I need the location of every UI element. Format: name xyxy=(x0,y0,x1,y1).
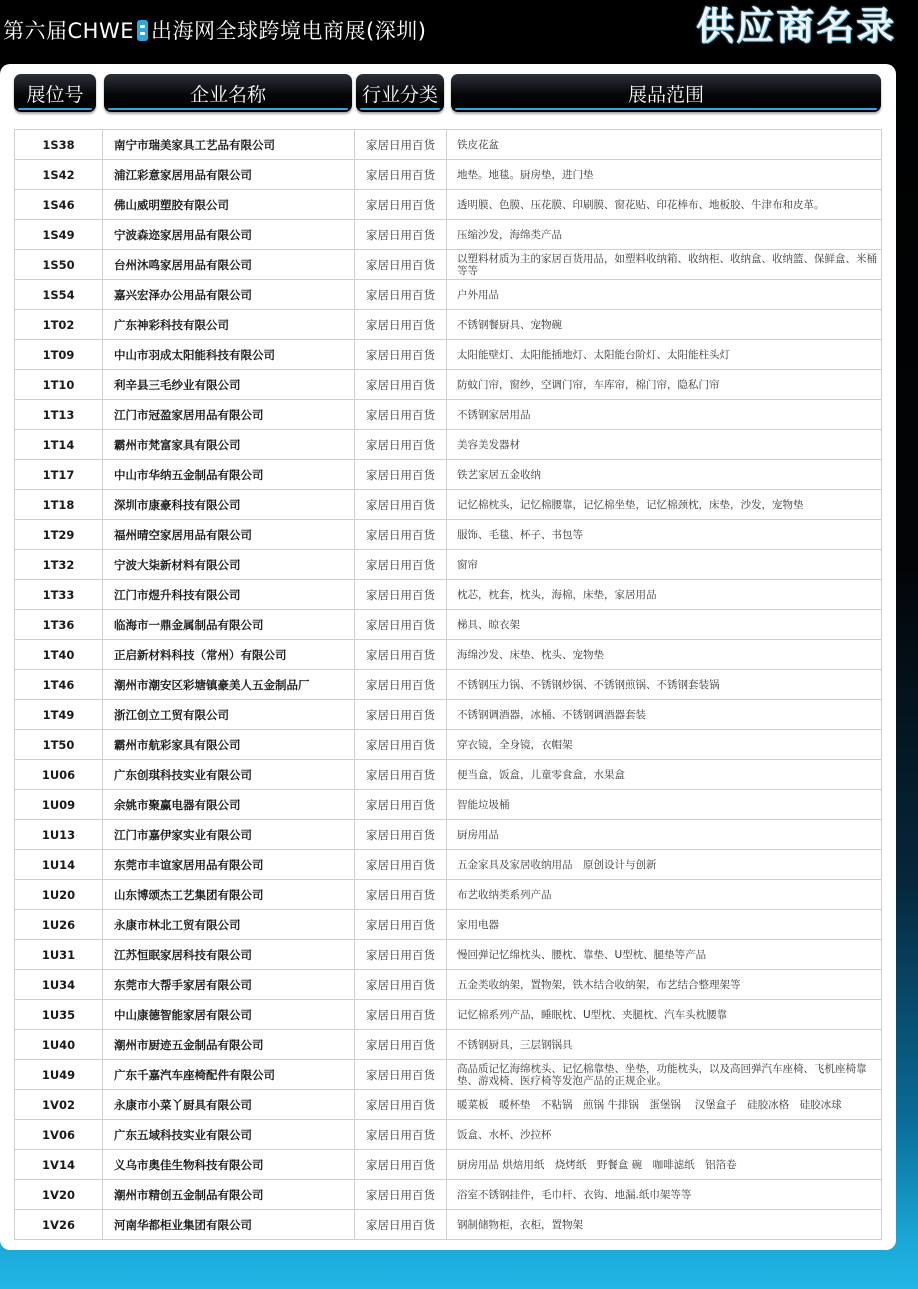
company-name-cell: 江门市冠盈家居用品有限公司 xyxy=(103,400,355,430)
table-row xyxy=(15,670,882,700)
company-name-cell: 霸州市梵富家具有限公司 xyxy=(103,430,355,460)
table-row xyxy=(15,880,882,910)
booth-cell: 1U31 xyxy=(15,940,103,970)
company-name-cell: 广东千嘉汽车座椅配件有限公司 xyxy=(103,1060,355,1090)
products-cell: 户外用品 xyxy=(447,280,882,310)
table-row xyxy=(15,970,882,1000)
category-cell: 家居日用百货 xyxy=(355,160,447,190)
category-cell: 家居日用百货 xyxy=(355,580,447,610)
products-cell: 饭盒、水杯、沙拉杯 xyxy=(447,1120,882,1150)
category-cell: 家居日用百货 xyxy=(355,190,447,220)
booth-cell: 1T33 xyxy=(15,580,103,610)
company-name-cell: 宁波大柒新材料有限公司 xyxy=(103,550,355,580)
company-name-cell: 余姚市聚赢电器有限公司 xyxy=(103,790,355,820)
products-cell: 以塑料材质为主的家居百货用品，如塑料收纳箱、收纳柜、收纳盒、收纳篮、保鲜盒、米桶等等 xyxy=(447,250,882,280)
column-header-booth: 展位号 xyxy=(14,74,96,112)
booth-cell: 1V06 xyxy=(15,1120,103,1150)
booth-cell: 1S54 xyxy=(15,280,103,310)
company-name-cell: 霸州市航彩家具有限公司 xyxy=(103,730,355,760)
booth-cell: 1V26 xyxy=(15,1210,103,1240)
company-name-cell: 山东博颂杰工艺集团有限公司 xyxy=(103,880,355,910)
category-cell: 家居日用百货 xyxy=(355,670,447,700)
category-cell: 家居日用百货 xyxy=(355,370,447,400)
booth-cell: 1U13 xyxy=(15,820,103,850)
category-cell: 家居日用百货 xyxy=(355,130,447,160)
company-name-cell: 永康市小菜丫厨具有限公司 xyxy=(103,1090,355,1120)
products-cell: 太阳能壁灯、太阳能插地灯、太阳能台阶灯、太阳能柱头灯 xyxy=(447,340,882,370)
products-cell: 记忆棉系列产品，睡眠枕、U型枕、夹腿枕、汽车头枕腰靠 xyxy=(447,1000,882,1030)
booth-cell: 1T46 xyxy=(15,670,103,700)
table-row xyxy=(15,820,882,850)
company-name-cell: 东莞市丰谊家居用品有限公司 xyxy=(103,850,355,880)
table-row xyxy=(15,1120,882,1150)
table-row xyxy=(15,220,882,250)
products-cell: 窗帘 xyxy=(447,550,882,580)
company-name-cell: 永康市林北工贸有限公司 xyxy=(103,910,355,940)
category-cell: 家居日用百货 xyxy=(355,1120,447,1150)
category-cell: 家居日用百货 xyxy=(355,250,447,280)
booth-cell: 1T36 xyxy=(15,610,103,640)
category-cell: 家居日用百货 xyxy=(355,1090,447,1120)
products-cell: 慢回弹记忆绵枕头、腰枕、靠垫、U型枕、腿垫等产品 xyxy=(447,940,882,970)
products-cell: 不锈钢厨具，三层钢锅具 xyxy=(447,1030,882,1060)
booth-cell: 1V20 xyxy=(15,1180,103,1210)
category-cell: 家居日用百货 xyxy=(355,1060,447,1090)
booth-cell: 1S42 xyxy=(15,160,103,190)
category-cell: 家居日用百货 xyxy=(355,280,447,310)
column-header-products: 展品范围 xyxy=(451,74,881,112)
table-row xyxy=(15,460,882,490)
table-row xyxy=(15,1000,882,1030)
company-name-cell: 深圳市康豪科技有限公司 xyxy=(103,490,355,520)
category-cell: 家居日用百货 xyxy=(355,850,447,880)
booth-cell: 1U49 xyxy=(15,1060,103,1090)
booth-cell: 1V14 xyxy=(15,1150,103,1180)
company-name-cell: 广东神彩科技有限公司 xyxy=(103,310,355,340)
booth-cell: 1T13 xyxy=(15,400,103,430)
category-cell: 家居日用百货 xyxy=(355,970,447,1000)
table-row xyxy=(15,760,882,790)
booth-cell: 1S38 xyxy=(15,130,103,160)
booth-cell: 1U14 xyxy=(15,850,103,880)
booth-cell: 1U09 xyxy=(15,790,103,820)
table-row xyxy=(15,730,882,760)
products-cell: 不锈钢家居用品 xyxy=(447,400,882,430)
products-cell: 浴室不锈钢挂件，毛巾杆、衣钩、地漏.纸巾架等等 xyxy=(447,1180,882,1210)
table-row xyxy=(15,400,882,430)
products-cell: 厨房用品 xyxy=(447,820,882,850)
products-cell: 高品质记忆海绵枕头、记忆棉靠垫、坐垫，功能枕头，以及高回弹汽车座椅、飞机座椅靠垫、游戏椅、医疗椅等发泡产品的正规企业。 xyxy=(447,1060,882,1090)
company-name-cell: 浦江彩意家居用品有限公司 xyxy=(103,160,355,190)
table-row xyxy=(15,640,882,670)
table-row xyxy=(15,490,882,520)
booth-cell: 1T18 xyxy=(15,490,103,520)
products-cell: 便当盒，饭盒，儿童零食盒，水果盒 xyxy=(447,760,882,790)
company-name-cell: 中山康德智能家居有限公司 xyxy=(103,1000,355,1030)
company-name-cell: 义乌市奥佳生物科技有限公司 xyxy=(103,1150,355,1180)
company-name-cell: 宁波森迩家居用品有限公司 xyxy=(103,220,355,250)
category-cell: 家居日用百货 xyxy=(355,400,447,430)
category-cell: 家居日用百货 xyxy=(355,640,447,670)
products-cell: 地垫。地毯。厨房垫，进门垫 xyxy=(447,160,882,190)
products-cell: 不锈钢调酒器，冰桶、不锈钢调酒器套装 xyxy=(447,700,882,730)
category-cell: 家居日用百货 xyxy=(355,1180,447,1210)
table-row xyxy=(15,1150,882,1180)
booth-cell: 1T10 xyxy=(15,370,103,400)
products-cell: 智能垃圾桶 xyxy=(447,790,882,820)
table-row xyxy=(15,1060,882,1090)
products-cell: 美容美发器材 xyxy=(447,430,882,460)
products-cell: 透明膜、色膜、压花膜、印刷膜、窗花贴、印花棒布、地板胶、牛津布和皮革。 xyxy=(447,190,882,220)
products-cell: 家用电器 xyxy=(447,910,882,940)
company-name-cell: 江门市煜升科技有限公司 xyxy=(103,580,355,610)
category-cell: 家居日用百货 xyxy=(355,910,447,940)
booth-cell: 1T29 xyxy=(15,520,103,550)
booth-cell: 1T17 xyxy=(15,460,103,490)
products-cell: 海绵沙发、床垫、枕头、宠物垫 xyxy=(447,640,882,670)
products-cell: 钢制储物柜，衣柜，置物架 xyxy=(447,1210,882,1240)
booth-cell: 1T49 xyxy=(15,700,103,730)
company-name-cell: 利辛县三毛纱业有限公司 xyxy=(103,370,355,400)
column-header-category: 行业分类 xyxy=(356,74,444,112)
table-row xyxy=(15,1090,882,1120)
company-name-cell: 江门市嘉伊家实业有限公司 xyxy=(103,820,355,850)
table-row xyxy=(15,850,882,880)
category-cell: 家居日用百货 xyxy=(355,760,447,790)
company-name-cell: 潮州市潮安区彩塘镇豪美人五金制品厂 xyxy=(103,670,355,700)
products-cell: 枕芯，枕套，枕头，海棉，床垫，家居用品 xyxy=(447,580,882,610)
company-name-cell: 佛山威明塑胶有限公司 xyxy=(103,190,355,220)
table-row xyxy=(15,700,882,730)
products-cell: 压缩沙发，海绵类产品 xyxy=(447,220,882,250)
booth-cell: 1T02 xyxy=(15,310,103,340)
table-row xyxy=(15,1210,882,1240)
products-cell: 防蚊门帘，窗纱，空调门帘，车库帘，棉门帘，隐私门帘 xyxy=(447,370,882,400)
company-name-cell: 中山市华纳五金制品有限公司 xyxy=(103,460,355,490)
booth-cell: 1T40 xyxy=(15,640,103,670)
company-name-cell: 江苏恒眠家居科技有限公司 xyxy=(103,940,355,970)
category-cell: 家居日用百货 xyxy=(355,820,447,850)
company-name-cell: 广东创琪科技实业有限公司 xyxy=(103,760,355,790)
booth-cell: 1U20 xyxy=(15,880,103,910)
booth-cell: 1T09 xyxy=(15,340,103,370)
company-name-cell: 潮州市精创五金制品有限公司 xyxy=(103,1180,355,1210)
event-title-part-a: 第六届CHWE xyxy=(3,19,134,43)
table-row xyxy=(15,1180,882,1210)
company-name-cell: 中山市羽成太阳能科技有限公司 xyxy=(103,340,355,370)
company-name-cell: 正启新材料科技（常州）有限公司 xyxy=(103,640,355,670)
products-cell: 不锈钢餐厨具、宠物碗 xyxy=(447,310,882,340)
products-cell: 记忆棉枕头，记忆棉腰靠，记忆棉坐垫，记忆棉颈枕，床垫，沙发，宠物垫 xyxy=(447,490,882,520)
booth-cell: 1U40 xyxy=(15,1030,103,1060)
top-banner xyxy=(0,0,918,62)
booth-cell: 1T32 xyxy=(15,550,103,580)
company-name-cell: 潮州市厨迹五金制品有限公司 xyxy=(103,1030,355,1060)
supplier-table xyxy=(14,129,882,1240)
table-row xyxy=(15,940,882,970)
booth-cell: 1U35 xyxy=(15,1000,103,1030)
category-cell: 家居日用百货 xyxy=(355,1210,447,1240)
category-cell: 家居日用百货 xyxy=(355,1030,447,1060)
table-row xyxy=(15,1030,882,1060)
category-cell: 家居日用百货 xyxy=(355,310,447,340)
category-cell: 家居日用百货 xyxy=(355,520,447,550)
booth-cell: 1U34 xyxy=(15,970,103,1000)
company-name-cell: 河南华都柜业集团有限公司 xyxy=(103,1210,355,1240)
company-name-cell: 福州晴空家居用品有限公司 xyxy=(103,520,355,550)
booth-cell: 1T50 xyxy=(15,730,103,760)
category-cell: 家居日用百货 xyxy=(355,790,447,820)
company-name-cell: 广东五域科技实业有限公司 xyxy=(103,1120,355,1150)
products-cell: 五金类收纳架，置物架，铁木结合收纳架，布艺结合整理架等 xyxy=(447,970,882,1000)
category-cell: 家居日用百货 xyxy=(355,880,447,910)
table-row xyxy=(15,250,882,280)
products-cell: 不锈钢压力锅、不锈钢炒锅、不锈钢煎锅、不锈钢套装锅 xyxy=(447,670,882,700)
products-cell: 布艺收纳类系列产品 xyxy=(447,880,882,910)
booth-cell: 1T14 xyxy=(15,430,103,460)
table-row xyxy=(15,910,882,940)
table-row xyxy=(15,790,882,820)
category-cell: 家居日用百货 xyxy=(355,1150,447,1180)
event-title xyxy=(3,18,426,42)
products-cell: 梯具、晾衣架 xyxy=(447,610,882,640)
table-row xyxy=(15,190,882,220)
products-cell: 暖菜板 暖杯垫 不粘锅 煎锅 牛排锅 蛋堡锅 汉堡盒子 硅胶冰格 硅胶冰球 xyxy=(447,1090,882,1120)
table-row xyxy=(15,550,882,580)
booth-cell: 1U06 xyxy=(15,760,103,790)
booth-cell: 1U26 xyxy=(15,910,103,940)
category-cell: 家居日用百货 xyxy=(355,1000,447,1030)
table-row xyxy=(15,610,882,640)
company-name-cell: 临海市一鼎金属制品有限公司 xyxy=(103,610,355,640)
event-title-part-b: 出海网全球跨境电商展(深圳) xyxy=(151,19,427,43)
category-cell: 家居日用百货 xyxy=(355,610,447,640)
table-row xyxy=(15,160,882,190)
booth-cell: 1S46 xyxy=(15,190,103,220)
company-name-cell: 东莞市大帮手家居有限公司 xyxy=(103,970,355,1000)
products-cell: 厨房用品 烘焙用纸 烧烤纸 野餐盒 碗 咖啡滤纸 铝箔卷 xyxy=(447,1150,882,1180)
products-cell: 服饰、毛毯、杯子、书包等 xyxy=(447,520,882,550)
booth-cell: 1S49 xyxy=(15,220,103,250)
table-row xyxy=(15,130,882,160)
products-cell: 铁皮花盆 xyxy=(447,130,882,160)
table-row xyxy=(15,340,882,370)
booth-cell: 1V02 xyxy=(15,1090,103,1120)
products-cell: 五金家具及家居收纳用品 原创设计与创新 xyxy=(447,850,882,880)
category-cell: 家居日用百货 xyxy=(355,700,447,730)
category-cell: 家居日用百货 xyxy=(355,730,447,760)
category-cell: 家居日用百货 xyxy=(355,490,447,520)
table-row xyxy=(15,310,882,340)
category-cell: 家居日用百货 xyxy=(355,220,447,250)
category-cell: 家居日用百货 xyxy=(355,940,447,970)
booth-cell: 1S50 xyxy=(15,250,103,280)
company-name-cell: 嘉兴宏泽办公用品有限公司 xyxy=(103,280,355,310)
phone-logo-icon xyxy=(137,20,148,41)
supplier-table-body xyxy=(15,130,882,1240)
company-name-cell: 浙江创立工贸有限公司 xyxy=(103,700,355,730)
category-cell: 家居日用百货 xyxy=(355,340,447,370)
catalog-title: 供应商名录 xyxy=(695,4,896,48)
table-row xyxy=(15,580,882,610)
products-cell: 穿衣镜，全身镜，衣帽架 xyxy=(447,730,882,760)
table-row xyxy=(15,430,882,460)
table-row xyxy=(15,370,882,400)
category-cell: 家居日用百货 xyxy=(355,460,447,490)
column-header-company: 企业名称 xyxy=(104,74,352,112)
products-cell: 铁艺家居五金收纳 xyxy=(447,460,882,490)
company-name-cell: 台州沐鸣家居用品有限公司 xyxy=(103,250,355,280)
category-cell: 家居日用百货 xyxy=(355,430,447,460)
company-name-cell: 南宁市瑞美家具工艺品有限公司 xyxy=(103,130,355,160)
table-row xyxy=(15,280,882,310)
category-cell: 家居日用百货 xyxy=(355,550,447,580)
table-row xyxy=(15,520,882,550)
